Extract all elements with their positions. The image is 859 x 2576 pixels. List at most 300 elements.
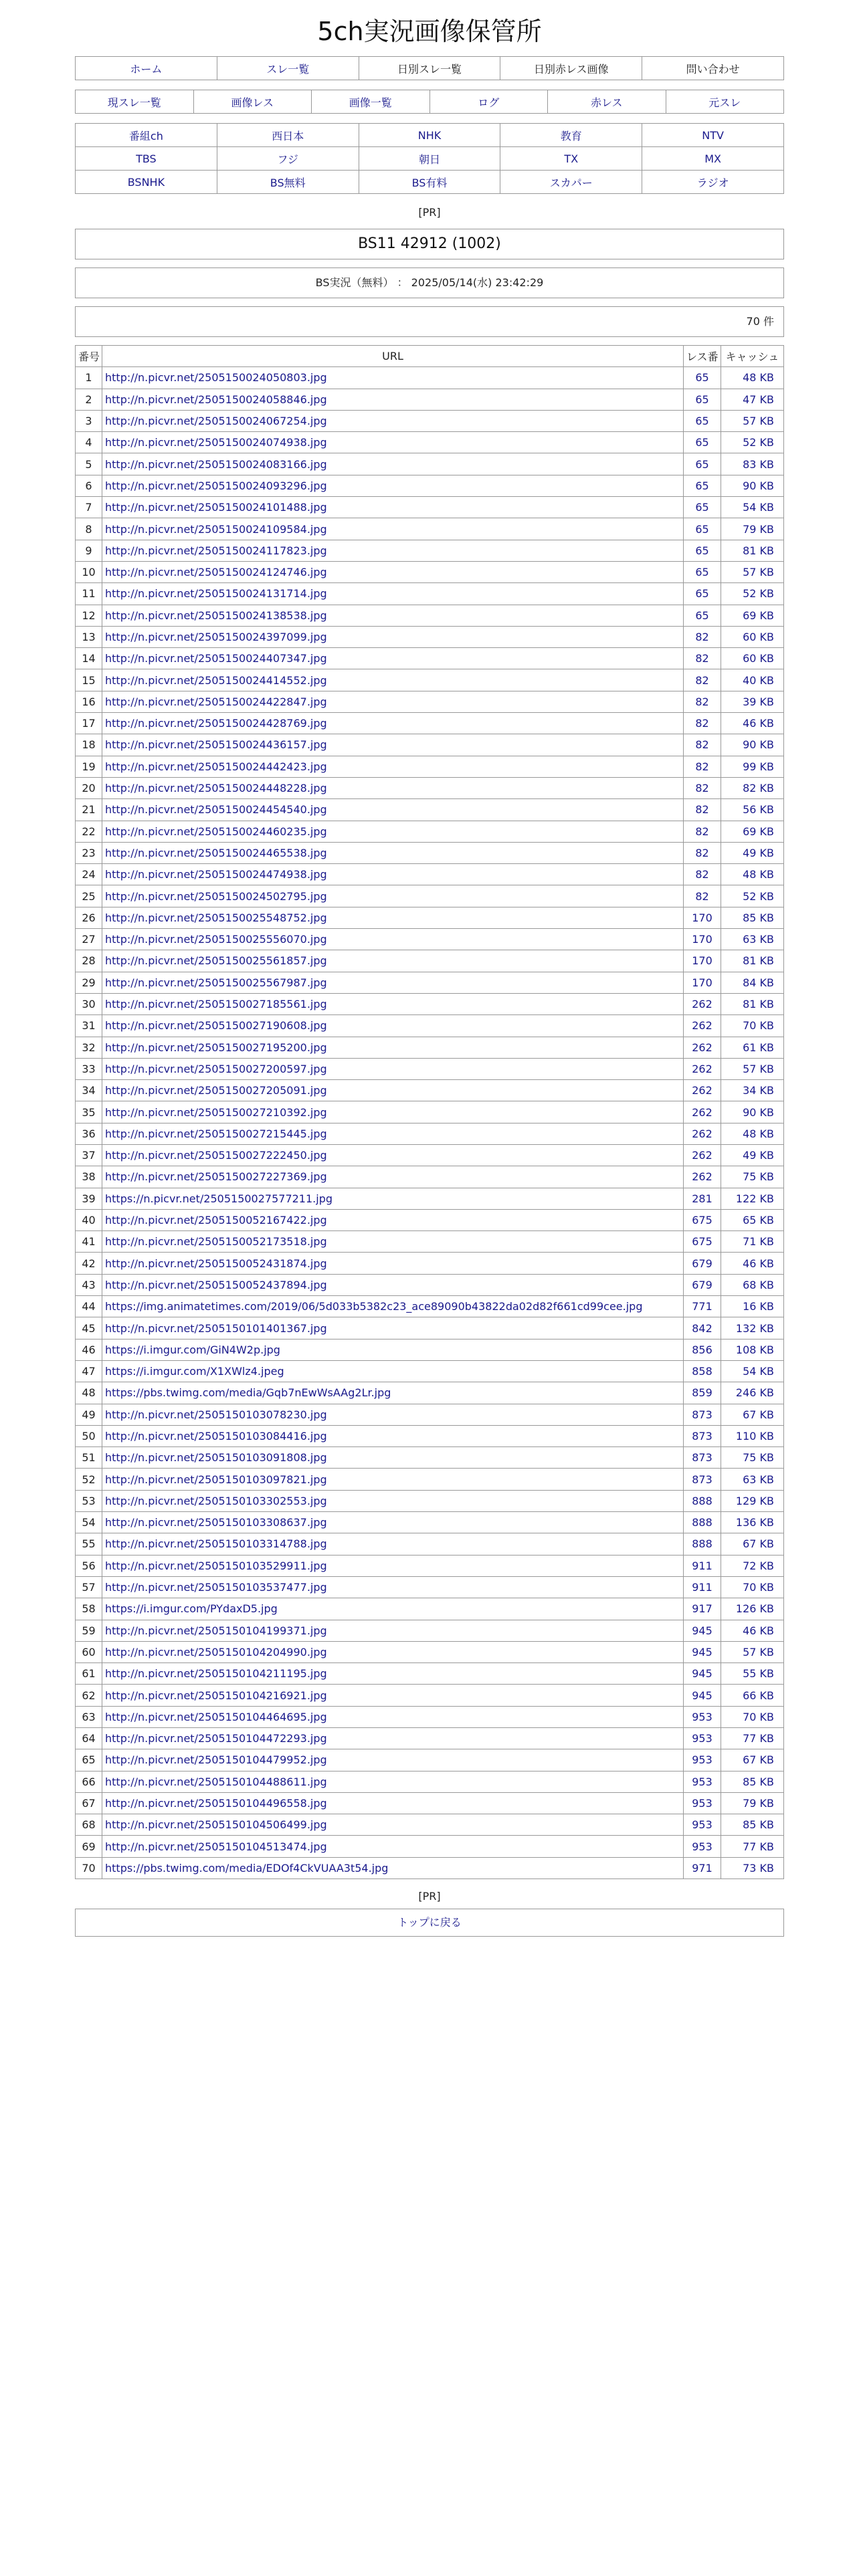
row-cache-size[interactable]: 55 KB xyxy=(721,1663,784,1685)
row-res-number[interactable]: 170 xyxy=(684,907,721,928)
row-cache-size[interactable]: 57 KB xyxy=(721,1641,784,1662)
row-res-number[interactable]: 82 xyxy=(684,669,721,691)
row-url-cell xyxy=(102,1663,684,1685)
image-url-link[interactable]: http://n.picvr.net/2505150027222450.jpg xyxy=(105,1149,327,1162)
row-cache-size[interactable]: 71 KB xyxy=(721,1231,784,1253)
row-res-number[interactable]: 953 xyxy=(684,1728,721,1749)
row-res-number[interactable]: 65 xyxy=(684,605,721,626)
row-cache-size[interactable]: 47 KB xyxy=(721,389,784,410)
image-url-link[interactable]: https://i.imgur.com/X1XWlz4.jpeg xyxy=(105,1365,284,1378)
channel-nav-row xyxy=(76,147,784,171)
row-res-number[interactable]: 842 xyxy=(684,1317,721,1339)
main-nav-text[interactable]: 日別スレ一覧 xyxy=(397,62,462,76)
image-url-link[interactable]: http://n.picvr.net/2505150104204990.jpg xyxy=(105,1645,327,1658)
row-res-number[interactable]: 262 xyxy=(684,1015,721,1037)
image-url-link[interactable]: http://n.picvr.net/2505150024448228.jpg xyxy=(105,782,327,795)
row-res-number[interactable]: 65 xyxy=(684,432,721,453)
image-url-link[interactable]: http://n.picvr.net/2505150052431874.jpg xyxy=(105,1257,327,1270)
row-url-cell xyxy=(102,648,684,669)
image-url-link[interactable]: http://n.picvr.net/2505150103529911.jpg xyxy=(105,1559,327,1572)
image-url-link[interactable]: http://n.picvr.net/2505150025567987.jpg xyxy=(105,976,327,989)
channel-nav-cell xyxy=(500,171,642,194)
thread-nav-cell xyxy=(548,90,666,114)
image-url-link[interactable]: http://n.picvr.net/2505150024093296.jpg xyxy=(105,479,327,492)
row-res-number[interactable]: 82 xyxy=(684,734,721,756)
image-url-link[interactable]: http://n.picvr.net/2505150027227369.jpg xyxy=(105,1170,327,1184)
row-res-number[interactable]: 82 xyxy=(684,821,721,842)
image-url-link[interactable]: http://n.picvr.net/2505150103302553.jpg xyxy=(105,1494,327,1507)
row-cache-size[interactable]: 46 KB xyxy=(721,1620,784,1641)
row-cache-size[interactable]: 99 KB xyxy=(721,756,784,777)
row-cache-size[interactable]: 73 KB xyxy=(721,1857,784,1879)
row-res-number[interactable]: 675 xyxy=(684,1231,721,1253)
channel-nav-cell xyxy=(76,171,217,194)
row-cache-size[interactable]: 52 KB xyxy=(721,583,784,605)
row-cache-size[interactable]: 61 KB xyxy=(721,1037,784,1058)
row-cache-size[interactable]: 40 KB xyxy=(721,669,784,691)
row-res-number[interactable]: 82 xyxy=(684,691,721,712)
row-url-cell xyxy=(102,1620,684,1641)
row-res-number[interactable]: 945 xyxy=(684,1685,721,1706)
image-url-link[interactable]: http://n.picvr.net/2505150027200597.jpg xyxy=(105,1062,327,1075)
row-cache-size[interactable]: 75 KB xyxy=(721,1166,784,1188)
row-cache-size[interactable]: 122 KB xyxy=(721,1188,784,1209)
row-cache-size[interactable]: 39 KB xyxy=(721,691,784,712)
row-number: 67 xyxy=(76,1792,102,1814)
row-url-cell xyxy=(102,1857,684,1879)
image-url-link[interactable]: http://n.picvr.net/2505150104513474.jpg xyxy=(105,1840,327,1853)
image-url-link[interactable]: http://n.picvr.net/2505150052437894.jpg xyxy=(105,1278,327,1291)
thread-nav-link[interactable]: 元スレ xyxy=(708,96,741,109)
row-res-number[interactable]: 82 xyxy=(684,777,721,798)
row-cache-size[interactable]: 48 KB xyxy=(721,367,784,389)
row-cache-size[interactable]: 49 KB xyxy=(721,1144,784,1166)
row-cache-size[interactable]: 46 KB xyxy=(721,1253,784,1274)
row-res-number[interactable]: 873 xyxy=(684,1447,721,1469)
table-row xyxy=(76,1447,784,1469)
image-url-link[interactable]: http://n.picvr.net/2505150024138538.jpg xyxy=(105,609,327,622)
table-row xyxy=(76,410,784,431)
image-url-link[interactable]: http://n.picvr.net/2505150024502795.jpg xyxy=(105,889,327,903)
row-cache-size[interactable]: 63 KB xyxy=(721,929,784,950)
row-cache-size[interactable]: 48 KB xyxy=(721,864,784,885)
row-number: 33 xyxy=(76,1058,102,1079)
row-res-number[interactable]: 858 xyxy=(684,1360,721,1382)
image-url-link[interactable]: http://n.picvr.net/2505150027205091.jpg xyxy=(105,1084,327,1097)
thread-nav-cell xyxy=(193,90,312,114)
thread-nav-link[interactable]: ログ xyxy=(478,96,500,109)
image-url-link[interactable]: http://n.picvr.net/2505150104472293.jpg xyxy=(105,1732,327,1745)
row-number: 27 xyxy=(76,929,102,950)
row-url-cell xyxy=(102,1188,684,1209)
table-row xyxy=(76,1209,784,1230)
row-res-number[interactable]: 953 xyxy=(684,1836,721,1857)
row-res-number[interactable]: 65 xyxy=(684,367,721,389)
row-res-number[interactable]: 888 xyxy=(684,1512,721,1533)
row-res-number[interactable]: 262 xyxy=(684,1101,721,1123)
row-url-cell xyxy=(102,1728,684,1749)
row-url-cell xyxy=(102,1771,684,1792)
row-cache-size[interactable]: 68 KB xyxy=(721,1274,784,1295)
image-url-link[interactable]: http://n.picvr.net/2505150052173518.jpg xyxy=(105,1235,327,1249)
table-row xyxy=(76,756,784,777)
table-row xyxy=(76,885,784,907)
row-res-number[interactable]: 945 xyxy=(684,1620,721,1641)
row-number: 50 xyxy=(76,1425,102,1446)
table-row xyxy=(76,432,784,453)
channel-link[interactable]: 朝日 xyxy=(418,152,440,166)
image-url-link[interactable]: http://n.picvr.net/2505150024101488.jpg xyxy=(105,501,327,514)
row-cache-size[interactable]: 67 KB xyxy=(721,1749,784,1771)
row-res-number[interactable]: 262 xyxy=(684,1058,721,1079)
row-res-number[interactable]: 82 xyxy=(684,842,721,863)
channel-link[interactable]: BS無料 xyxy=(270,176,306,189)
row-url-cell xyxy=(102,777,684,798)
row-number: 21 xyxy=(76,799,102,821)
row-res-number[interactable]: 953 xyxy=(684,1814,721,1836)
image-url-link[interactable]: http://n.picvr.net/2505150104211195.jpg xyxy=(105,1667,327,1681)
row-res-number[interactable]: 82 xyxy=(684,799,721,821)
row-cache-size[interactable]: 82 KB xyxy=(721,777,784,798)
row-cache-size[interactable]: 81 KB xyxy=(721,993,784,1014)
row-cache-size[interactable]: 46 KB xyxy=(721,713,784,734)
main-nav-cell xyxy=(76,57,217,80)
row-res-number[interactable]: 82 xyxy=(684,713,721,734)
row-url-cell xyxy=(102,1101,684,1123)
row-res-number[interactable]: 82 xyxy=(684,756,721,777)
row-cache-size[interactable]: 54 KB xyxy=(721,1360,784,1382)
row-number: 62 xyxy=(76,1685,102,1706)
main-nav-cell xyxy=(217,57,359,80)
image-url-link[interactable]: http://n.picvr.net/2505150103308637.jpg xyxy=(105,1516,327,1529)
image-url-link[interactable]: http://n.picvr.net/2505150104199371.jpg xyxy=(105,1624,327,1637)
row-res-number[interactable]: 888 xyxy=(684,1533,721,1555)
row-cache-size[interactable]: 83 KB xyxy=(721,453,784,475)
image-url-link[interactable]: http://n.picvr.net/2505150024422847.jpg xyxy=(105,695,327,708)
row-number: 48 xyxy=(76,1382,102,1404)
row-cache-size[interactable]: 60 KB xyxy=(721,626,784,647)
row-res-number[interactable]: 281 xyxy=(684,1188,721,1209)
row-cache-size[interactable]: 84 KB xyxy=(721,972,784,993)
row-res-number[interactable]: 262 xyxy=(684,1080,721,1101)
row-cache-size[interactable]: 65 KB xyxy=(721,1209,784,1230)
row-cache-size[interactable]: 81 KB xyxy=(721,950,784,972)
row-cache-size[interactable]: 52 KB xyxy=(721,885,784,907)
row-url-cell xyxy=(102,1512,684,1533)
row-number: 22 xyxy=(76,821,102,842)
row-cache-size[interactable]: 72 KB xyxy=(721,1555,784,1576)
row-cache-size[interactable]: 56 KB xyxy=(721,799,784,821)
image-url-link[interactable]: http://n.picvr.net/2505150104216921.jpg xyxy=(105,1689,327,1702)
row-cache-size[interactable]: 90 KB xyxy=(721,734,784,756)
row-res-number[interactable]: 65 xyxy=(684,583,721,605)
channel-link[interactable]: ラジオ xyxy=(696,176,729,189)
row-res-number[interactable]: 679 xyxy=(684,1274,721,1295)
image-url-link[interactable]: http://n.picvr.net/2505150024131714.jpg xyxy=(105,587,327,601)
image-url-link[interactable]: http://n.picvr.net/2505150104496558.jpg xyxy=(105,1797,327,1810)
row-res-number[interactable]: 170 xyxy=(684,929,721,950)
image-url-link[interactable]: http://n.picvr.net/2505150024067254.jpg xyxy=(105,415,327,428)
row-cache-size[interactable]: 90 KB xyxy=(721,1101,784,1123)
row-res-number[interactable]: 953 xyxy=(684,1792,721,1814)
image-url-link[interactable]: http://n.picvr.net/2505150103078230.jpg xyxy=(105,1408,327,1421)
row-res-number[interactable]: 82 xyxy=(684,648,721,669)
row-res-number[interactable]: 953 xyxy=(684,1771,721,1792)
image-url-link[interactable]: https://i.imgur.com/PYdaxD5.jpg xyxy=(105,1602,278,1616)
image-url-link[interactable]: https://i.imgur.com/GiN4W2p.jpg xyxy=(105,1343,280,1356)
row-url-cell xyxy=(102,1253,684,1274)
row-cache-size[interactable]: 67 KB xyxy=(721,1404,784,1425)
image-url-link[interactable]: http://n.picvr.net/2505150104464695.jpg xyxy=(105,1710,327,1723)
channel-link[interactable]: MX xyxy=(704,152,721,165)
row-res-number[interactable]: 65 xyxy=(684,540,721,561)
row-res-number[interactable]: 911 xyxy=(684,1555,721,1576)
row-cache-size[interactable]: 16 KB xyxy=(721,1296,784,1317)
image-url-link[interactable]: http://n.picvr.net/2505150025561857.jpg xyxy=(105,954,327,968)
channel-link[interactable]: TBS xyxy=(136,152,157,165)
header-res-number: レス番 xyxy=(684,346,721,367)
row-res-number[interactable]: 679 xyxy=(684,1253,721,1274)
row-cache-size[interactable]: 85 KB xyxy=(721,1814,784,1836)
row-res-number[interactable]: 65 xyxy=(684,389,721,410)
row-res-number[interactable]: 945 xyxy=(684,1663,721,1685)
row-res-number[interactable]: 262 xyxy=(684,1123,721,1144)
main-nav-text[interactable]: 日別赤レス画像 xyxy=(534,62,609,76)
back-to-top-link[interactable]: トップに戻る xyxy=(397,1916,462,1929)
image-url-link[interactable]: http://n.picvr.net/2505150052167422.jpg xyxy=(105,1214,327,1227)
image-url-link[interactable]: http://n.picvr.net/2505150027210392.jpg xyxy=(105,1105,327,1119)
row-number: 45 xyxy=(76,1317,102,1339)
row-cache-size[interactable]: 57 KB xyxy=(721,1058,784,1079)
image-url-link[interactable]: http://n.picvr.net/2505150024117823.jpg xyxy=(105,544,327,557)
row-cache-size[interactable]: 34 KB xyxy=(721,1080,784,1101)
row-cache-size[interactable]: 126 KB xyxy=(721,1598,784,1620)
channel-link[interactable]: NHK xyxy=(417,128,442,142)
row-cache-size[interactable]: 108 KB xyxy=(721,1339,784,1360)
row-cache-size[interactable]: 136 KB xyxy=(721,1512,784,1533)
thread-nav-link[interactable]: 画像レス xyxy=(231,96,274,109)
image-url-link[interactable]: http://n.picvr.net/2505150024436157.jpg xyxy=(105,738,327,752)
row-res-number[interactable]: 65 xyxy=(684,561,721,582)
image-url-link[interactable]: http://n.picvr.net/2505150104506499.jpg xyxy=(105,1818,327,1832)
row-cache-size[interactable]: 129 KB xyxy=(721,1490,784,1511)
row-cache-size[interactable]: 48 KB xyxy=(721,1123,784,1144)
image-url-link[interactable]: http://n.picvr.net/2505150024428769.jpg xyxy=(105,717,327,730)
image-url-link[interactable]: http://n.picvr.net/2505150027195200.jpg xyxy=(105,1041,327,1054)
image-url-link[interactable]: http://n.picvr.net/2505150024083166.jpg xyxy=(105,457,327,471)
row-cache-size[interactable]: 52 KB xyxy=(721,432,784,453)
channel-link[interactable]: 番組ch xyxy=(128,129,163,142)
image-url-link[interactable]: http://n.picvr.net/2505150024442423.jpg xyxy=(105,760,327,773)
row-cache-size[interactable]: 77 KB xyxy=(721,1728,784,1749)
channel-nav-cell xyxy=(500,124,642,147)
row-url-cell xyxy=(102,410,684,431)
row-cache-size[interactable]: 90 KB xyxy=(721,475,784,496)
row-number: 59 xyxy=(76,1620,102,1641)
row-res-number[interactable]: 262 xyxy=(684,993,721,1014)
image-url-link[interactable]: https://n.picvr.net/2505150027577211.jpg xyxy=(105,1192,333,1205)
image-url-link[interactable]: http://n.picvr.net/2505150024474938.jpg xyxy=(105,868,327,881)
row-res-number[interactable]: 82 xyxy=(684,885,721,907)
row-res-number[interactable]: 888 xyxy=(684,1490,721,1511)
row-cache-size[interactable]: 66 KB xyxy=(721,1685,784,1706)
row-cache-size[interactable]: 77 KB xyxy=(721,1836,784,1857)
table-row xyxy=(76,367,784,389)
row-cache-size[interactable]: 110 KB xyxy=(721,1425,784,1446)
channel-link[interactable]: BS有料 xyxy=(411,176,448,189)
main-nav-text[interactable]: 問い合わせ xyxy=(686,62,740,76)
image-url-link[interactable]: https://img.animatetimes.com/2019/06/5d033b5382c23_ace89090b43822da02d82f661cd99cee.jpg xyxy=(105,1300,643,1313)
image-url-link[interactable]: http://n.picvr.net/2505150103084416.jpg xyxy=(105,1429,327,1442)
image-url-link[interactable]: http://n.picvr.net/2505150025556070.jpg xyxy=(105,933,327,946)
image-url-link[interactable]: http://n.picvr.net/2505150103314788.jpg xyxy=(105,1537,327,1551)
row-url-cell xyxy=(102,626,684,647)
row-res-number[interactable]: 262 xyxy=(684,1144,721,1166)
row-res-number[interactable]: 917 xyxy=(684,1598,721,1620)
row-cache-size[interactable]: 49 KB xyxy=(721,842,784,863)
site-title: 5ch実況画像保管所 xyxy=(317,17,542,46)
image-url-link[interactable]: http://n.picvr.net/2505150024407347.jpg xyxy=(105,652,327,665)
table-row xyxy=(76,1792,784,1814)
row-cache-size[interactable]: 246 KB xyxy=(721,1382,784,1404)
row-res-number[interactable]: 170 xyxy=(684,972,721,993)
row-number: 4 xyxy=(76,432,102,453)
image-url-link[interactable]: http://n.picvr.net/2505150024465538.jpg xyxy=(105,846,327,859)
image-url-link[interactable]: https://pbs.twimg.com/media/Gqb7nEwWsAAg2Lr.jpg xyxy=(105,1386,391,1400)
row-cache-size[interactable]: 85 KB xyxy=(721,1771,784,1792)
row-res-number[interactable]: 953 xyxy=(684,1749,721,1771)
image-url-link[interactable]: http://n.picvr.net/2505150025548752.jpg xyxy=(105,911,327,924)
table-row xyxy=(76,1339,784,1360)
row-res-number[interactable]: 65 xyxy=(684,497,721,518)
row-res-number[interactable]: 675 xyxy=(684,1209,721,1230)
row-res-number[interactable]: 945 xyxy=(684,1641,721,1662)
channel-link[interactable]: フジ xyxy=(277,152,298,166)
row-number: 43 xyxy=(76,1274,102,1295)
table-row xyxy=(76,1490,784,1511)
row-cache-size[interactable]: 70 KB xyxy=(721,1015,784,1037)
table-row xyxy=(76,669,784,691)
row-res-number[interactable]: 971 xyxy=(684,1857,721,1879)
row-cache-size[interactable]: 70 KB xyxy=(721,1706,784,1727)
main-nav-link[interactable]: スレ一覧 xyxy=(266,62,310,76)
row-res-number[interactable]: 953 xyxy=(684,1706,721,1727)
row-cache-size[interactable]: 57 KB xyxy=(721,410,784,431)
row-res-number[interactable]: 82 xyxy=(684,864,721,885)
image-url-link[interactable]: http://n.picvr.net/2505150024074938.jpg xyxy=(105,436,327,449)
row-cache-size[interactable]: 57 KB xyxy=(721,561,784,582)
row-number: 24 xyxy=(76,864,102,885)
row-res-number[interactable]: 873 xyxy=(684,1425,721,1446)
channel-link[interactable]: NTV xyxy=(702,128,724,142)
row-cache-size[interactable]: 60 KB xyxy=(721,648,784,669)
row-url-cell xyxy=(102,1274,684,1295)
image-url-link[interactable]: http://n.picvr.net/2505150024050803.jpg xyxy=(105,371,327,385)
image-url-link[interactable]: http://n.picvr.net/2505150027190608.jpg xyxy=(105,1019,327,1033)
channel-link[interactable]: 西日本 xyxy=(272,129,304,142)
table-row xyxy=(76,713,784,734)
thread-nav-link[interactable]: 画像一覧 xyxy=(349,96,392,109)
channel-link[interactable]: スカパー xyxy=(549,176,593,189)
row-cache-size[interactable]: 67 KB xyxy=(721,1533,784,1555)
row-cache-size[interactable]: 69 KB xyxy=(721,821,784,842)
row-cache-size[interactable]: 75 KB xyxy=(721,1447,784,1469)
table-row xyxy=(76,929,784,950)
row-res-number[interactable]: 65 xyxy=(684,518,721,540)
image-url-link[interactable]: https://pbs.twimg.com/media/EDOf4CkVUAA3t54.jpg xyxy=(105,1861,389,1874)
image-url-link[interactable]: http://n.picvr.net/2505150024109584.jpg xyxy=(105,522,327,536)
row-res-number[interactable]: 873 xyxy=(684,1404,721,1425)
row-res-number[interactable]: 262 xyxy=(684,1166,721,1188)
row-res-number[interactable]: 873 xyxy=(684,1469,721,1490)
thread-nav-link[interactable]: 現スレ一覧 xyxy=(107,96,161,109)
channel-link[interactable]: TX xyxy=(564,152,579,165)
image-url-link[interactable]: http://n.picvr.net/2505150027215445.jpg xyxy=(105,1127,327,1140)
image-url-link[interactable]: http://n.picvr.net/2505150104479952.jpg xyxy=(105,1753,327,1767)
image-url-link[interactable]: http://n.picvr.net/2505150024124746.jpg xyxy=(105,566,327,579)
row-number: 34 xyxy=(76,1080,102,1101)
row-cache-size[interactable]: 69 KB xyxy=(721,605,784,626)
row-cache-size[interactable]: 54 KB xyxy=(721,497,784,518)
row-res-number[interactable]: 859 xyxy=(684,1382,721,1404)
image-url-link[interactable]: http://n.picvr.net/2505150024397099.jpg xyxy=(105,631,327,643)
row-number: 17 xyxy=(76,713,102,734)
row-res-number[interactable]: 170 xyxy=(684,950,721,972)
row-cache-size[interactable]: 79 KB xyxy=(721,1792,784,1814)
image-url-link[interactable]: http://n.picvr.net/2505150024414552.jpg xyxy=(105,673,327,687)
thread-nav-cell xyxy=(666,90,784,114)
image-url-link[interactable]: http://n.picvr.net/2505150024460235.jpg xyxy=(105,825,327,838)
image-url-link[interactable]: http://n.picvr.net/2505150103097821.jpg xyxy=(105,1473,327,1486)
row-url-cell xyxy=(102,1706,684,1727)
image-url-link[interactable]: http://n.picvr.net/2505150103537477.jpg xyxy=(105,1581,327,1594)
image-url-link[interactable]: http://n.picvr.net/2505150027185561.jpg xyxy=(105,998,327,1011)
image-url-link[interactable]: http://n.picvr.net/2505150103091808.jpg xyxy=(105,1451,327,1465)
row-res-number[interactable]: 65 xyxy=(684,410,721,431)
main-nav-link[interactable]: ホーム xyxy=(130,62,163,76)
row-number: 15 xyxy=(76,669,102,691)
row-res-number[interactable]: 65 xyxy=(684,453,721,475)
row-cache-size[interactable]: 132 KB xyxy=(721,1317,784,1339)
image-url-link[interactable]: http://n.picvr.net/2505150024454540.jpg xyxy=(105,803,327,817)
row-cache-size[interactable]: 70 KB xyxy=(721,1576,784,1598)
row-cache-size[interactable]: 81 KB xyxy=(721,540,784,561)
image-url-link[interactable]: http://n.picvr.net/2505150024058846.jpg xyxy=(105,393,327,406)
row-res-number[interactable]: 856 xyxy=(684,1339,721,1360)
image-url-link[interactable]: http://n.picvr.net/2505150104488611.jpg xyxy=(105,1775,327,1788)
table-row xyxy=(76,1144,784,1166)
row-number: 44 xyxy=(76,1296,102,1317)
row-cache-size[interactable]: 63 KB xyxy=(721,1469,784,1490)
row-cache-size[interactable]: 85 KB xyxy=(721,907,784,928)
image-url-link[interactable]: http://n.picvr.net/2505150101401367.jpg xyxy=(105,1321,327,1335)
row-res-number[interactable]: 65 xyxy=(684,475,721,496)
row-res-number[interactable]: 262 xyxy=(684,1037,721,1058)
row-res-number[interactable]: 82 xyxy=(684,626,721,647)
row-url-cell xyxy=(102,561,684,582)
row-res-number[interactable]: 911 xyxy=(684,1576,721,1598)
channel-link[interactable]: BSNHK xyxy=(127,175,165,189)
row-url-cell xyxy=(102,1425,684,1446)
channel-link[interactable]: 教育 xyxy=(560,129,582,142)
table-row xyxy=(76,1231,784,1253)
row-url-cell xyxy=(102,1144,684,1166)
thread-nav-link[interactable]: 赤レス xyxy=(590,96,623,109)
row-res-number[interactable]: 771 xyxy=(684,1296,721,1317)
table-row xyxy=(76,1706,784,1727)
row-cache-size[interactable]: 79 KB xyxy=(721,518,784,540)
table-row xyxy=(76,1814,784,1836)
